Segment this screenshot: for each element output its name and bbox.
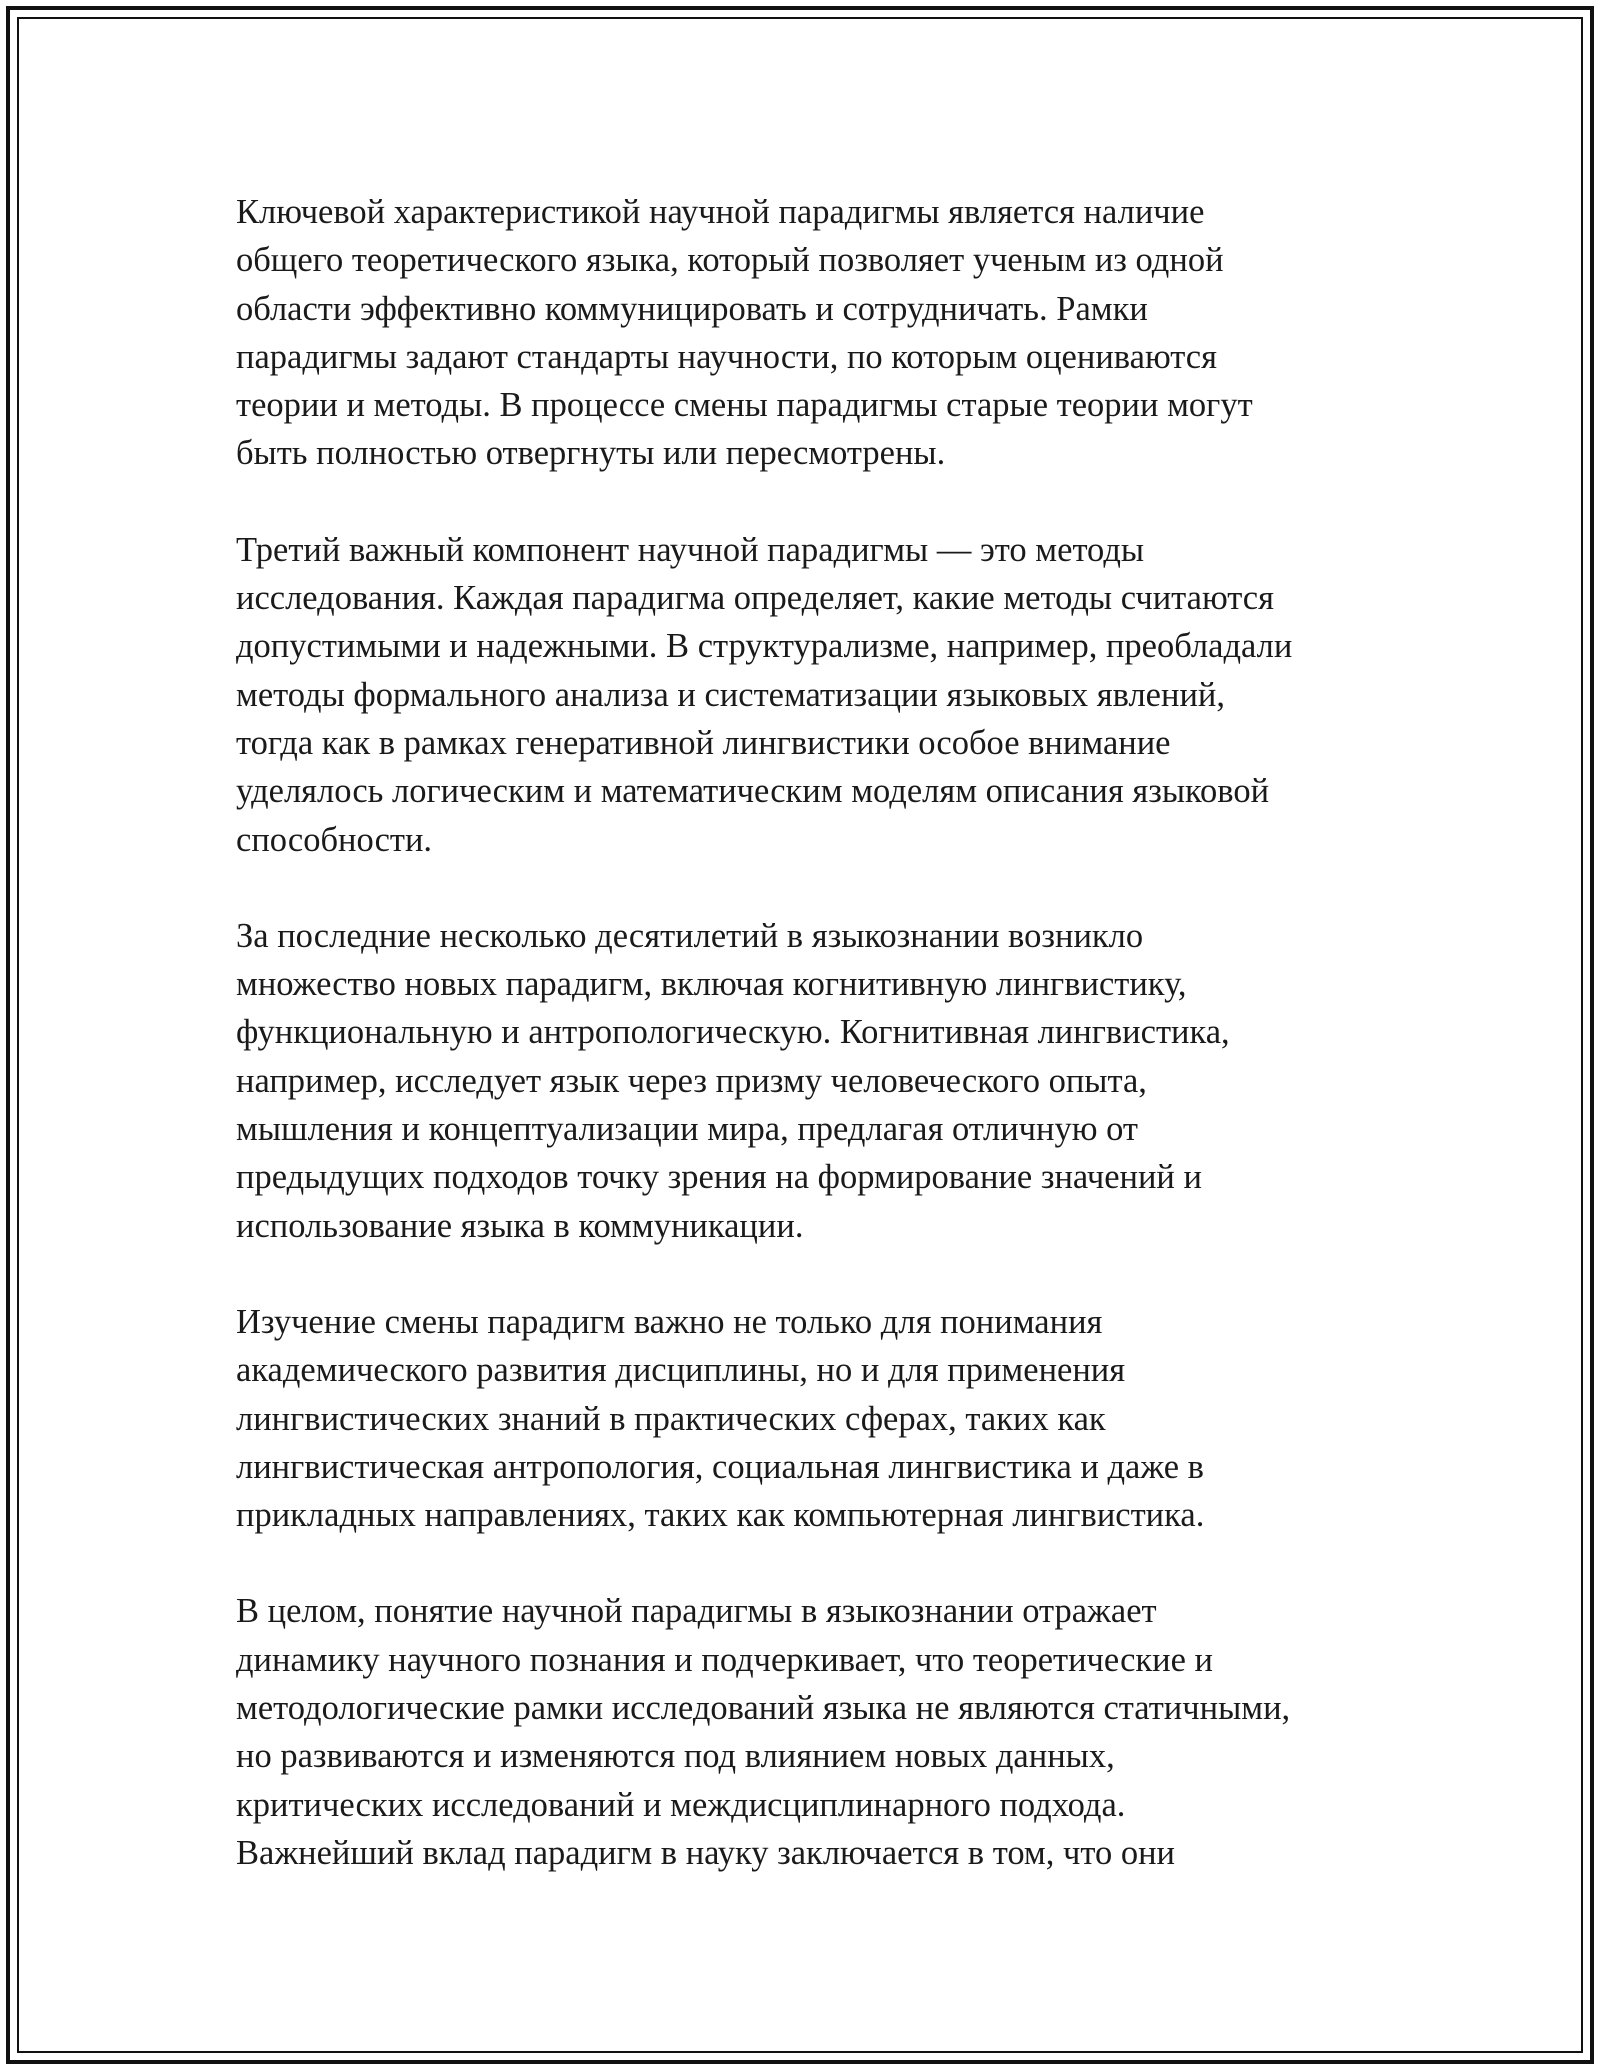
text-line: методы формального анализа и систематизации языковых явлений, [236, 675, 1225, 714]
text-line: множество новых парадигм, включая когнитивную лингвистику, [236, 965, 1187, 1004]
text-line: академического развития дисциплины, но и для применения [236, 1351, 1126, 1390]
text-line: Изучение смены парадигм важно не только для понимания [236, 1302, 1103, 1341]
text-line: прикладных направлениях, таких как компьютерная лингвистика. [236, 1496, 1205, 1535]
text-line: исследования. Каждая парадигма определяет, какие методы считаются [236, 579, 1274, 618]
text-line: За последние несколько десятилетий в языкознании возникло [236, 916, 1144, 955]
text-line: быть полностью отвергнуты или пересмотрены. [236, 434, 946, 473]
text-line: лингвистическая антропология, социальная лингвистика и даже в [236, 1447, 1204, 1486]
text-line: использование языка в коммуникации. [236, 1206, 804, 1245]
paragraph-5 [236, 1587, 1366, 1877]
paragraph-3 [236, 912, 1366, 1250]
text-line: Третий важный компонент научной парадигмы — это методы [236, 530, 1145, 569]
text-line: мышления и концептуализации мира, предлагая отличную от [236, 1110, 1138, 1149]
text-line: методологические рамки исследований языка не являются статичными, [236, 1689, 1291, 1728]
text-line: функциональную и антропологическую. Когнитивная лингвистика, [236, 1013, 1230, 1052]
text-line: лингвистических знаний в практических сферах, таких как [236, 1399, 1106, 1438]
paragraph-2 [236, 526, 1366, 864]
text-line: способности. [236, 820, 433, 859]
text-line: парадигмы задают стандарты научности, по которым оцениваются [236, 337, 1217, 376]
text-line: Важнейший вклад парадигм в науку заключается в том, что они [236, 1833, 1176, 1872]
text-line: критических исследований и междисциплинарного подхода. [236, 1785, 1126, 1824]
text-line: уделялось логическим и математическим моделям описания языковой [236, 772, 1270, 811]
paragraph-1 [236, 188, 1366, 478]
text-line: например, исследует язык через призму человеческого опыта, [236, 1061, 1147, 1100]
paragraph-4 [236, 1298, 1366, 1539]
text-line: предыдущих подходов точку зрения на формирование значений и [236, 1158, 1202, 1197]
text-line: но развиваются и изменяются под влиянием новых данных, [236, 1737, 1115, 1776]
text-line: теории и методы. В процессе смены парадигмы старые теории могут [236, 386, 1253, 425]
document-body [236, 188, 1366, 1925]
text-line: динамику научного познания и подчеркивает, что теоретические и [236, 1640, 1214, 1679]
text-line: допустимыми и надежными. В структурализме, например, преобладали [236, 627, 1293, 666]
text-line: В целом, понятие научной парадигмы в языкознании отражает [236, 1592, 1157, 1631]
text-line: области эффективно коммуницировать и сотрудничать. Рамки [236, 289, 1148, 328]
text-line: общего теоретического языка, который позволяет ученым из одной [236, 241, 1224, 280]
text-line: Ключевой характеристикой научной парадигмы является наличие [236, 193, 1205, 231]
text-line: тогда как в рамках генеративной лингвистики особое внимание [236, 723, 1171, 762]
